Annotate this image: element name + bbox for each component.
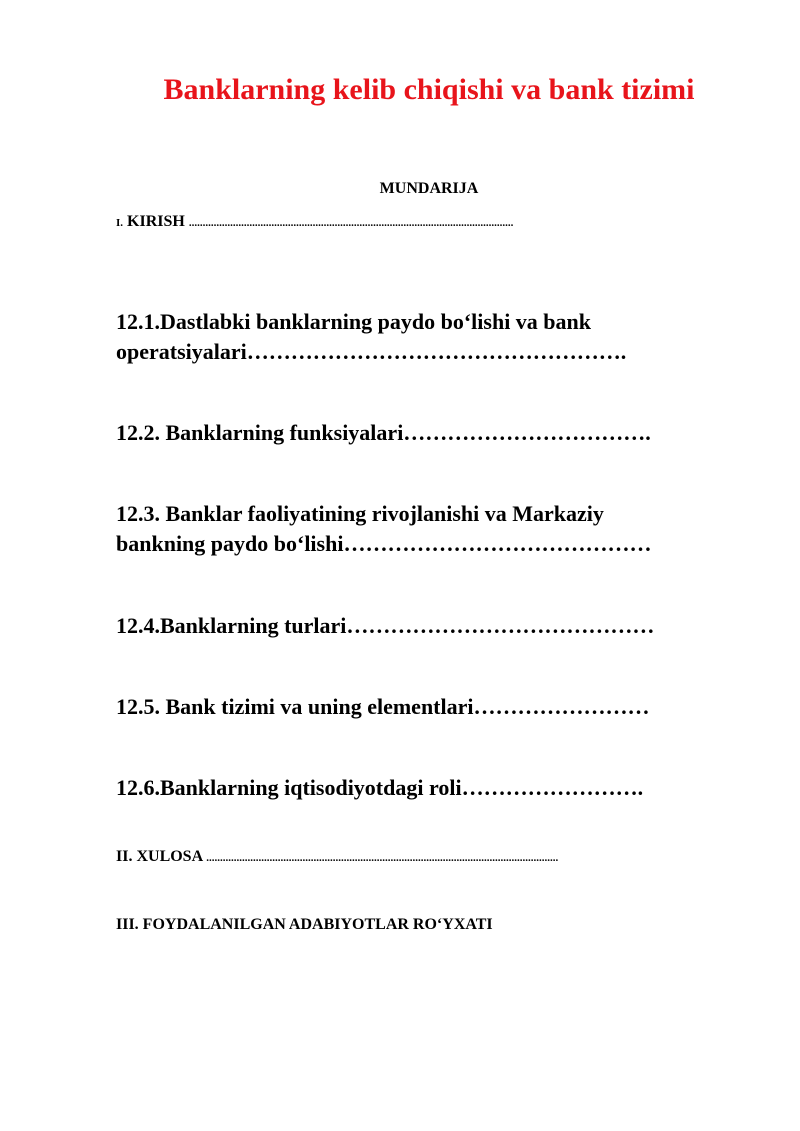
toc-heading: MUNDARIJA [379,180,479,197]
toc-entry-section-line2: operatsiyalari……………………………………………. [116,339,627,364]
toc-entry-section-line1: 12.5. Bank tizimi va uning elementlari…………………… [116,694,650,719]
toc-entry-intro [116,213,716,231]
toc-entry-section [116,773,716,803]
toc-entry-conclusion-leader: ................................................................................................................................ [206,852,559,864]
toc-entry-intro-label: KIRISH [127,213,185,230]
toc-entry-references [116,916,716,934]
toc-entry-section [116,499,716,559]
toc-entry-section-line2: bankning paydo bo‘lishi…………………………………… [116,531,652,556]
toc-entry-section [116,611,716,641]
toc-entry-intro-number: I. [116,217,124,229]
toc-entry-intro-leader: ...................................................................................................................... [188,217,514,229]
toc-entry-section [116,692,716,722]
toc-entry-section [116,307,716,367]
toc-entry-conclusion-label: II. XULOSA [116,848,203,865]
toc-entry-section-line1: 12.4.Banklarning turlari…………………………………… [116,613,655,638]
toc-entry-references-label: III. FOYDALANILGAN ADABIYOTLAR RO‘YXATI [116,916,493,933]
toc-entry-section-line1: 12.3. Banklar faoliyatining rivojlanishi va Markaziy [116,501,604,526]
document-title: Banklarning kelib chiqishi va bank tizimi [163,73,695,106]
toc-entry-section-line1: 12.6.Banklarning iqtisodiyotdagi roli……………………. [116,775,644,800]
toc-entry-section-line1: 12.1.Dastlabki banklarning paydo bo‘lishi va bank [116,309,592,334]
toc-entry-section-line1: 12.2. Banklarning funksiyalari……………………………. [116,420,651,445]
toc-entry-conclusion [116,848,716,866]
toc-entry-section [116,418,716,448]
